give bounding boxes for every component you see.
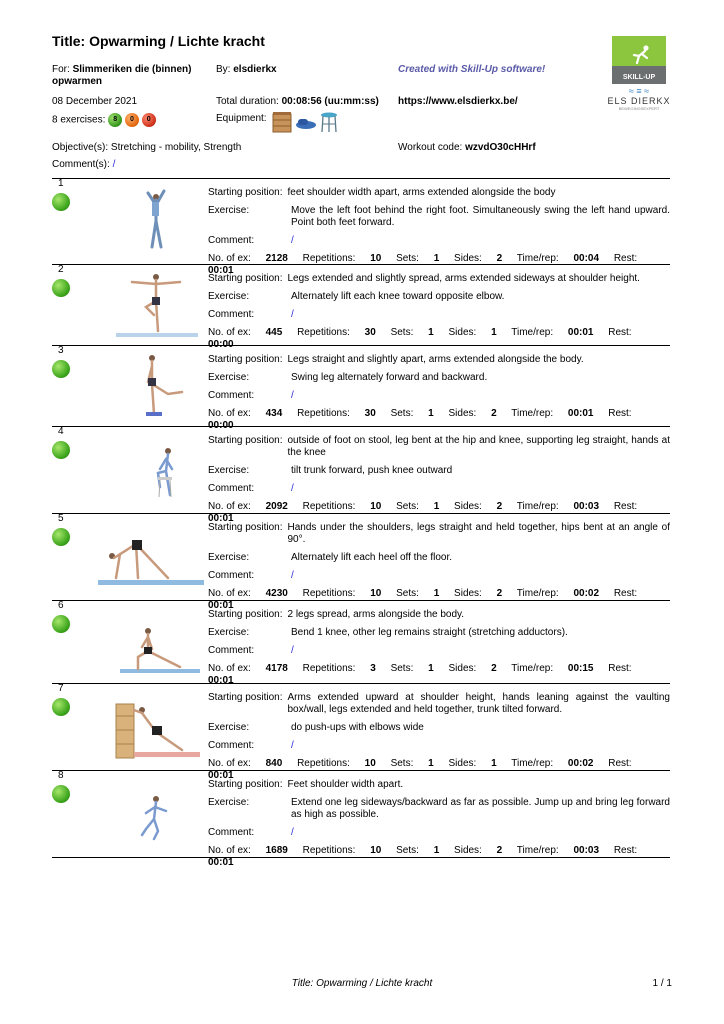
exercise-stats: No. of ex: 4178 Repetitions: 3 Sets: 1 Sides: 2 Time/rep: 00:15 Rest: 00:01 [208,663,632,686]
athlete-icon [630,44,652,66]
green-ball-icon [52,785,70,803]
wave-icon: ≈ ≡ ≈ [628,86,650,96]
objectives-value: Stretching - mobility, Strength [110,142,242,153]
brand-logo: SKILL-UP ≈ ≡ ≈ ELS DIERKX BEWEGINGSEXPERT [606,36,672,120]
exercise-illustration [76,773,206,847]
red-ball-icon: 0 [142,113,156,127]
exercise-number: 5 [58,513,64,524]
for-field: For: Slimmeriken die (binnen) opwarmen [52,64,192,87]
exercise-comment: / [291,827,294,838]
date: 08 December 2021 [52,96,138,107]
exercise-stats: No. of ex: 434 Repetitions: 30 Sets: 1 Sides: 2 Time/rep: 00:01 Rest: 00:00 [208,408,632,431]
green-ball-icon [52,698,70,716]
starting-position: outside of foot on stool, leg bent at the hip and knee, supporting leg straight, hands at the knee [287,435,670,458]
exercise-description: do push-ups with elbows wide [291,722,424,733]
stool-icon [320,111,338,133]
exercise-comment: / [291,390,294,401]
by-value: elsdierkx [233,64,277,75]
website-link[interactable]: https://www.elsdierkx.be/ [398,96,518,107]
exercise-row: 1 Starting position: feet shoulder width apart, arms extended alongside the body Exercise: Move the left foot behind the right foot. Simultaneously swing the left hand upward. Point both feet forward. Comment: / No. of ex: 2128 Repetitions: 10 Sets: 1 Sides: 2 Time/rep: 00:04 Rest: 00:01 [52,178,670,262]
green-ball-icon [52,193,70,211]
footer-title: Title: Opwarming / Lichte kracht [291,978,433,989]
exercise-stats: No. of ex: 1689 Repetitions: 10 Sets: 1 Sides: 2 Time/rep: 00:03 Rest: 00:01 [208,845,638,868]
exercise-number: 3 [58,345,64,356]
starting-position: Hands under the shoulders, legs straight and held together, hips bent at an angle of 90°. [287,522,670,545]
starting-position: 2 legs spread, arms alongside the body. [287,609,465,620]
exercises-count: 8 exercises: 8 0 0 [52,113,156,127]
exercise-description: Extend one leg sideways/backward as far as possible. Jump up and bring leg forward as high as possible. [291,797,670,820]
vaulting-box-icon [272,111,292,133]
created-note: Created with Skill-Up software! [398,64,546,75]
green-ball-icon: 8 [108,113,122,127]
exercise-stats: No. of ex: 840 Repetitions: 10 Sets: 1 Sides: 1 Time/rep: 00:02 Rest: 00:01 [208,758,632,781]
orange-ball-icon: 0 [125,113,139,127]
exercise-description: tilt trunk forward, push knee outward [291,465,453,476]
exercise-comment: / [291,235,294,246]
exercise-row: 7 Starting position: Arms extended upward at shoulder height, hands leaning against the vaulting box/wall, legs extended and held together, trunk tilted forward. Exercise: do push-ups with elbows wide Comment: / No. of ex: 840 Repetitions: 10 Sets: 1 Sides: 1 Time/rep: 00:02 Rest: 00:01 [52,683,670,769]
exercise-row: 8 Starting position: Feet shoulder width apart. Exercise: Extend one leg sideways/backward as far as possible. Jump up and bring leg forward as high as possible. Comment: / No. of ex: 1689 Repetitions: 10 Sets: 1 Sides: 2 Time/rep: 00:03 Rest: 00:01 [52,770,670,858]
exercise-description: Swing leg alternately forward and backward. [291,372,488,383]
exercise-stats: No. of ex: 4230 Repetitions: 10 Sets: 1 Sides: 2 Time/rep: 00:02 Rest: 00:01 [208,588,638,611]
exercise-illustration [76,603,206,677]
mat-icon [295,111,317,133]
exercise-row: 6 Starting position: 2 legs spread, arms alongside the body. Exercise: Bend 1 knee, other leg remains straight (stretching adductors). Comment: / No. of ex: 4178 Repetitions: 3 Sets: 1 Sides: 2 Time/rep: 00:15 Rest: 00:01 [52,600,670,680]
exercise-row: 3 Starting position: Legs straight and slightly apart, arms extended alongside the body. Exercise: Swing leg alternately forward and backward. Comment: / No. of ex: 434 Repetitions: 30 Sets: 1 Sides: 2 Time/rep: 00:01 Rest: 00:00 [52,345,670,425]
exercise-description: Move the left foot behind the right foot. Simultaneously swing the left hand upward. Point both feet forward. [291,205,670,228]
comments-field: Comment(s): / [52,159,116,170]
page-title: Title: Opwarming / Lichte kracht [52,33,265,49]
exercise-number: 4 [58,426,64,437]
exercise-row: 5 Starting position: Hands under the shoulders, legs straight and held together, hips bent at an angle of 90°. Exercise: Alternately lift each heel off the floor. Comment: / No. of ex: 4230 Repetitions: 10 Sets: 1 Sides: 2 Time/rep: 00:02 Rest: 00:01 [52,513,670,599]
workout-code-field: Workout code: wzvdO30cHHrf [398,142,536,153]
exercise-number: 1 [58,178,64,189]
green-ball-icon [52,528,70,546]
exercise-stats: No. of ex: 2128 Repetitions: 10 Sets: 1 Sides: 2 Time/rep: 00:04 Rest: 00:01 [208,253,638,276]
exercise-number: 2 [58,264,64,275]
exercise-comment: / [291,570,294,581]
green-ball-icon [52,615,70,633]
equipment-label: Equipment: [216,113,267,124]
starting-position: Arms extended upward at shoulder height, hands leaning against the vaulting box/wall, legs extended and held together, trunk tilted forward. [287,692,670,715]
exercise-comment: / [291,309,294,320]
exercise-row: 4 Starting position: outside of foot on stool, leg bent at the hip and knee, supporting leg straight, hands at the knee Exercise: tilt trunk forward, push knee outward Comment: / No. of ex: 2092 Repetitions: 10 Sets: 1 Sides: 2 Time/rep: 00:03 Rest: 00:01 [52,426,670,512]
exercise-number: 8 [58,770,64,781]
exercise-stats: No. of ex: 2092 Repetitions: 10 Sets: 1 Sides: 2 Time/rep: 00:03 Rest: 00:01 [208,501,638,524]
skill-up-logo: SKILL-UP [612,36,666,84]
exercise-illustration [76,516,206,590]
green-ball-icon [52,360,70,378]
workout-code-value: wzvdO30cHHrf [465,142,536,153]
exercise-description: Alternately lift each knee toward opposite elbow. [291,291,505,302]
green-ball-icon [52,441,70,459]
equipment-icons [272,111,338,133]
exercise-stats: No. of ex: 445 Repetitions: 30 Sets: 1 Sides: 1 Time/rep: 00:01 Rest: 00:00 [208,327,632,350]
exercise-illustration [76,267,206,341]
exercise-illustration [76,181,206,255]
exercise-comment: / [291,483,294,494]
exercise-illustration [76,429,206,503]
starting-position: Feet shoulder width apart. [287,779,404,790]
exercise-number: 6 [58,600,64,611]
starting-position: Legs extended and slightly spread, arms extended sideways at shoulder height. [287,273,640,284]
duration-value: 00:08:56 (uu:mm:ss) [281,96,379,107]
exercise-description: Alternately lift each heel off the floor. [291,552,453,563]
green-ball-icon [52,279,70,297]
exercise-illustration [76,348,206,422]
exercise-comment: / [291,645,294,656]
exercise-illustration [76,686,206,760]
starting-position: feet shoulder width apart, arms extended alongside the body [287,187,556,198]
for-value: Slimmeriken die (binnen) opwarmen [52,64,192,87]
exercise-description: Bend 1 knee, other leg remains straight (stretching adductors). [291,627,568,638]
exercise-number: 7 [58,683,64,694]
objectives-field: Objective(s): Stretching - mobility, Strength [52,142,242,153]
exercise-comment: / [291,740,294,751]
comments-value: / [112,159,116,170]
starting-position: Legs straight and slightly apart, arms extended alongside the body. [287,354,584,365]
duration-field: Total duration: 00:08:56 (uu:mm:ss) [216,96,379,107]
page-number: 1 / 1 [652,978,672,989]
by-field: By: elsdierkx [216,64,277,75]
exercise-row: 2 Starting position: Legs extended and slightly spread, arms extended sideways at shoulder height. Exercise: Alternately lift each knee toward opposite elbow. Comment: / No. of ex: 445 Repetitions: 30 Sets: 1 Sides: 1 Time/rep: 00:01 Rest: 00:00 [52,264,670,344]
